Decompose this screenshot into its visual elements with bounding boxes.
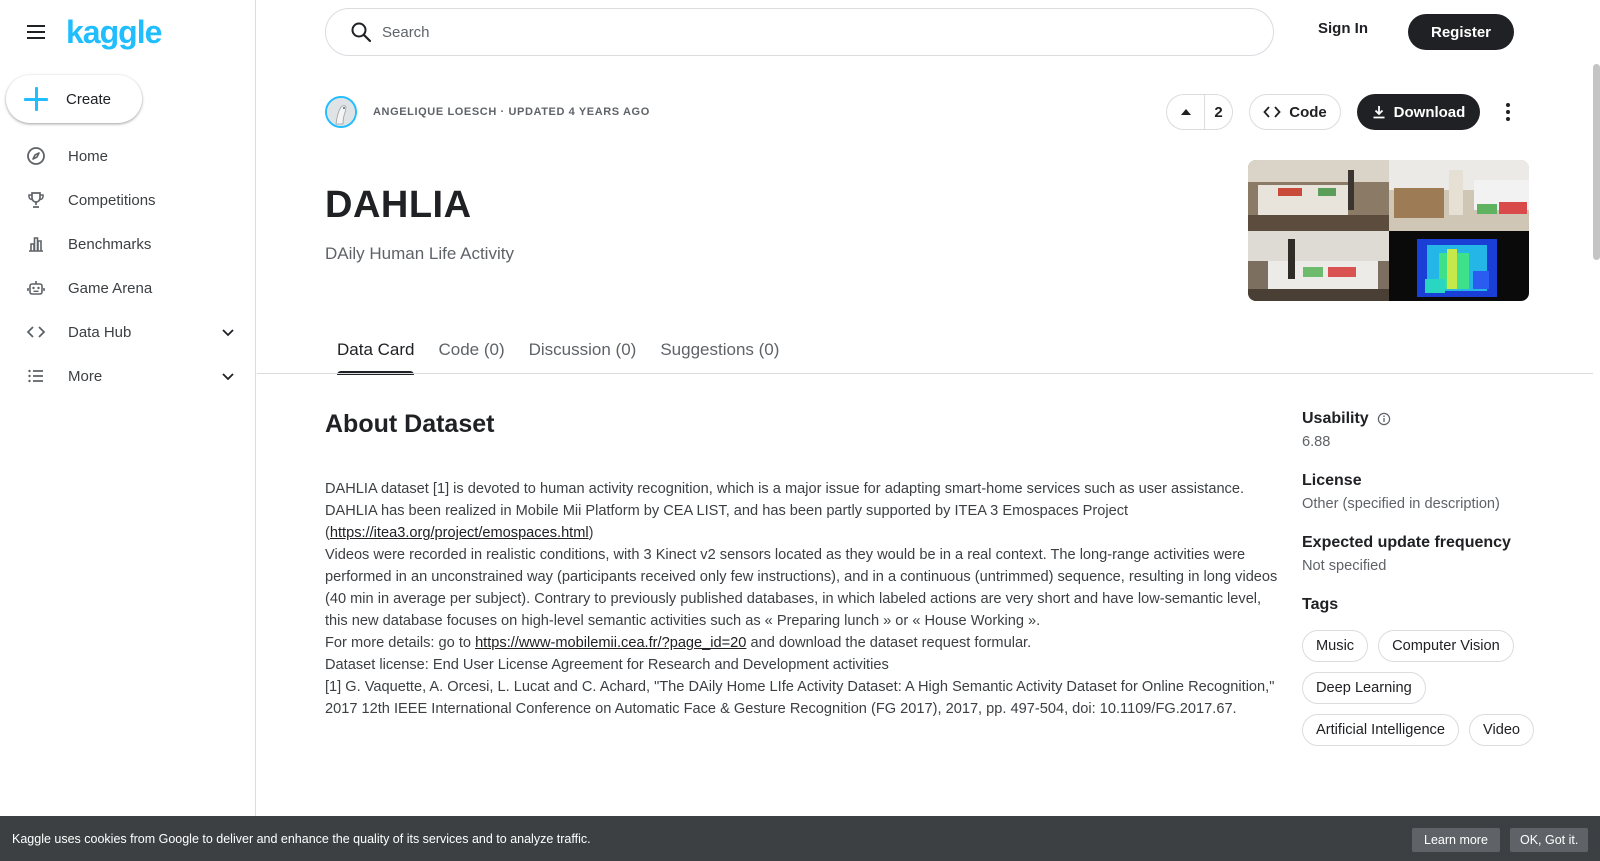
tag-video[interactable]: Video (1469, 714, 1534, 746)
thumbnail-depth-view (1389, 231, 1530, 302)
tag-computer-vision[interactable]: Computer Vision (1378, 630, 1514, 662)
description-paragraph: [1] G. Vaquette, A. Orcesi, L. Lucat and C. Achard, "The DAily Home LIfe Activity Dataset: A High Semantic Activity Dataset for Online Recognition," 2017 12th IEEE International Conference on Automatic Face & Gesture Recognition (FG 2017), 2017, pp. 497-504, doi: 10.1109/FG.2017.67. (325, 679, 1275, 717)
tags-heading: Tags (1302, 596, 1339, 613)
dataset-description (325, 478, 1285, 720)
upvote-count: 2 (1214, 103, 1223, 121)
tab-suggestions[interactable]: Suggestions (0) (660, 340, 780, 359)
page-title: DAHLIA (325, 184, 472, 226)
description-paragraph: Videos were recorded in realistic conditions, with 3 Kinect v2 sensors located as they would be in a real context. The long-range activities were performed in an unconstrained way (participants received only few instructions), and in a continuous (untrimmed) sequence, resulting in long videos (40 min in average per subject). Contrary to previously published databases, in which labeled actions are very short and have low-semantic level, this new database focuses on high-level semantic activities such as « Preparing lunch » or « House Working ». (325, 547, 1278, 629)
sidebar-item-game-arena[interactable] (0, 266, 256, 310)
about-heading: About Dataset (325, 410, 495, 438)
tab-divider (257, 373, 1593, 374)
cookie-ok-button[interactable]: OK, Got it. (1510, 828, 1588, 852)
sidebar (0, 0, 256, 861)
dataset-meta: ANGELIQUE LOESCH · UPDATED 4 YEARS AGO (373, 106, 650, 118)
license-value: Other (specified in description) (1302, 496, 1500, 512)
license-block (1302, 472, 1562, 512)
learn-more-button[interactable]: Learn more (1412, 828, 1500, 852)
update-frequency-value: Not specified (1302, 558, 1387, 574)
tab-bar (325, 334, 791, 374)
avatar[interactable] (325, 96, 357, 128)
sidebar-item-benchmarks[interactable] (0, 222, 256, 266)
metadata-panel (1302, 410, 1562, 768)
sidebar-item-competitions[interactable] (0, 178, 256, 222)
compass-icon (26, 146, 46, 166)
tags-block (1302, 596, 1562, 746)
tag-artificial-intelligence[interactable]: Artificial Intelligence (1302, 714, 1459, 746)
usability-label: Usability (1302, 410, 1369, 427)
license-heading: License (1302, 472, 1362, 489)
more-options-icon[interactable] (1496, 100, 1520, 124)
chevron-down-icon[interactable] (220, 324, 236, 340)
robot-icon (26, 278, 46, 298)
description-paragraph (325, 500, 1285, 544)
sidebar-item-label: Competitions (68, 191, 156, 209)
page-subtitle: DAily Human Life Activity (325, 244, 514, 263)
code-icon (26, 322, 46, 342)
mobilemii-link[interactable]: https://www-mobilemii.cea.fr/?page_id=20 (475, 635, 747, 651)
update-frequency-heading: Expected update frequency (1302, 534, 1511, 551)
description-text: and download the dataset request formular. (746, 635, 1032, 651)
code-button-label: Code (1289, 103, 1327, 121)
create-button[interactable] (6, 75, 142, 123)
search-bar[interactable] (325, 8, 1274, 56)
sidebar-item-label: Data Hub (68, 323, 132, 341)
sidebar-item-home[interactable] (0, 134, 256, 178)
tab-discussion[interactable]: Discussion (0) (528, 340, 637, 359)
tab-data-card[interactable]: Data Card (325, 334, 426, 374)
upvote-control (1166, 94, 1233, 130)
thumbnail-kitchen-view-2 (1389, 160, 1530, 231)
code-icon (1263, 105, 1281, 119)
cookie-banner (0, 816, 1600, 861)
description-paragraph: Dataset license: End User License Agreement for Research and Development activities (325, 657, 889, 673)
update-frequency-block (1302, 534, 1562, 574)
trophy-icon (26, 190, 46, 210)
caret-up-icon (1180, 107, 1192, 117)
description-text: DAHLIA has been realized in Mobile Mii Platform by CEA LIST, and has been partly supported by ITEA 3 Emospaces Project ( (325, 503, 1129, 541)
sidebar-nav (0, 134, 256, 398)
scrollbar-thumb[interactable] (1593, 64, 1600, 260)
search-icon (350, 21, 372, 43)
usability-block (1302, 410, 1562, 450)
download-button[interactable] (1357, 94, 1480, 130)
description-paragraph (325, 632, 1285, 654)
thumbnail-kitchen-view-1 (1248, 160, 1389, 231)
download-icon (1372, 105, 1386, 119)
sidebar-item-label: More (68, 367, 103, 385)
description-paragraph: DAHLIA dataset [1] is devoted to human activity recognition, which is a major issue for adapting smart-home services such as user assistance. (325, 481, 1245, 497)
usability-value: 6.88 (1302, 434, 1331, 450)
cookie-message: Kaggle uses cookies from Google to deliver and enhance the quality of its services and to analyze traffic. (12, 831, 591, 846)
tag-list (1302, 630, 1542, 746)
kaggle-logo[interactable]: kaggle (66, 14, 162, 50)
code-button[interactable] (1249, 94, 1341, 130)
chevron-down-icon[interactable] (220, 368, 236, 384)
sidebar-item-data-hub[interactable] (0, 310, 256, 354)
description-text: For more details: go to (325, 635, 476, 651)
dataset-thumbnail (1248, 160, 1529, 301)
sign-in-link[interactable]: Sign In (1318, 20, 1368, 37)
sidebar-item-label: Benchmarks (68, 235, 152, 253)
download-button-label: Download (1393, 103, 1466, 121)
usability-heading (1302, 410, 1562, 428)
register-button[interactable]: Register (1408, 14, 1514, 50)
hamburger-menu-icon[interactable] (24, 20, 48, 44)
brand (24, 14, 161, 50)
tag-music[interactable]: Music (1302, 630, 1368, 662)
sidebar-item-label: Home (68, 147, 109, 165)
emospaces-link[interactable]: https://itea3.org/project/emospaces.html (329, 525, 589, 541)
upvote-button[interactable] (1167, 95, 1205, 129)
info-icon[interactable] (1377, 412, 1391, 426)
sidebar-item-more[interactable] (0, 354, 256, 398)
thumbnail-kitchen-view-3 (1248, 231, 1389, 302)
list-icon (26, 366, 46, 386)
bar-chart-icon (26, 234, 46, 254)
create-label: Create (66, 90, 112, 108)
plus-icon (24, 87, 48, 111)
description-text: ) (588, 525, 594, 541)
sidebar-item-label: Game Arena (68, 279, 153, 297)
tag-deep-learning[interactable]: Deep Learning (1302, 672, 1426, 704)
tab-code[interactable]: Code (0) (438, 340, 505, 359)
search-input[interactable] (382, 24, 1232, 41)
